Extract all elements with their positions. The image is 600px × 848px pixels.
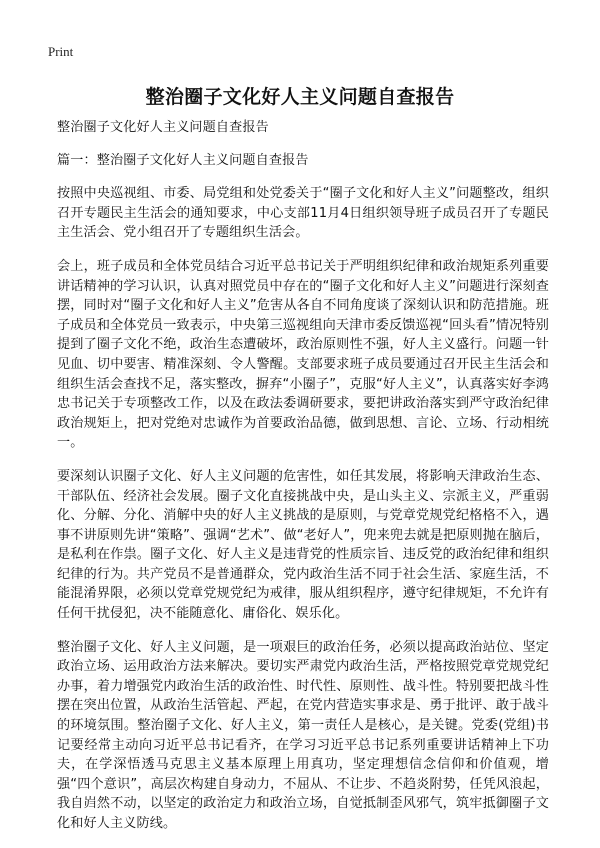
print-link[interactable]: Print xyxy=(48,44,74,59)
paragraph-1: 按照中央巡视组、市委、局党组和处党委关于“圈子文化和好人主义”问题整改，组织召开专题民主生活会的通知要求，中心支部11月4日组织领导班子成员召开了专题民主生活会、党小组召开了专题组织生活会。 xyxy=(57,186,549,241)
section-heading: 篇一：整治圈子文化好人主义问题自查报告 xyxy=(57,152,309,168)
paragraph-3: 要深刻认识圈子文化、好人主义问题的危害性，如任其发展，将影响天津政治生态、干部队伍、经济社会发展。圈子文化直接挑战中央，是山头主义、宗派主义，严重弱化、分解、分化、消解中央的好人主义挑战的是原则，与党章党规党纪格格不入，遇事不讲原则先讲“策略”、强调“艺术”、做“老好人”，兜来兜去就是把原则抛在脑后，是私利在作祟。圈子文化、好人主义是违背党的性质宗旨、违反党的政治纪律和组织纪律的行为。共产党员不是普通群众，党内政治生活不同于社会生活、家庭生活，不能混淆界限，必须以党章党规党纪为戒律，服从组织程序，遵守纪律规矩，不允许有任何干扰侵犯，决不能随意化、庸俗化、娱乐化。 xyxy=(57,468,549,622)
paragraph-2: 会上，班子成员和全体党员结合习近平总书记关于严明组织纪律和政治规矩系列重要讲话精神的学习认识，认真对照党员中存在的“圈子文化和好人主义”问题进行深刻查摆，同时对“圈子文化和好人主义”危害从各自不同角度谈了深刻认识和防范措施。班子成员和全体党员一致表示，中央第三巡视组向天津市委反馈巡视“回头看”情况特别提到了圈子文化不绝，政治生态遭破坏，政治原则性不强，好人主义盛行。问题一针见血、切中要害、精准深刻、令人警醒。支部要求班子成员要通过召开民主生活会和组织生活会查找不足，落实整改，摒弃“小圈子”，克服“好人主义”，认真落实好李鸿忠书记关于专项整改工作，以及在政法委调研要求，要把讲政治落实到严守政治纪律政治规矩上，把对党绝对忠诚作为首要政治品德，做到思想、言论、立场、行动相统一。 xyxy=(57,258,549,451)
document-title: 整治圈子文化好人主义问题自查报告 xyxy=(145,86,455,108)
paragraph-4: 整治圈子文化、好人主义问题，是一项艰巨的政治任务，必须以提高政治站位、坚定政治立场、运用政治方法来解决。要切实严肃党内政治生活，严格按照党章党规党纪办事，着力增强党内政治生活的政治性、时代性、原则性、战斗性。特别要把战斗性摆在突出位置，从政治生活管起、严起，在党内营造实事求是、勇于批评、敢于战斗的环境氛围。整治圈子文化、好人主义，第一责任人是核心，是关键。党委(党组)书记要经常主动向习近平总书记看齐，在学习习近平总书记系列重要讲话精神上下功夫，在学深悟透马克思主义基本原理上用真功，坚定理想信念信仰和价值观，增强“四个意识”，高层次构建自身动力，不屈从、不让步、不趋炎附势，任凭风浪起，我自岿然不动，以坚定的政治定力和政治立场，自觉抵制歪风邪气，筑牢抵御圈子文化和好人主义防线。 xyxy=(57,639,549,831)
document-body xyxy=(57,118,549,848)
document-subtitle: 整治圈子文化好人主义问题自查报告 xyxy=(57,120,269,135)
